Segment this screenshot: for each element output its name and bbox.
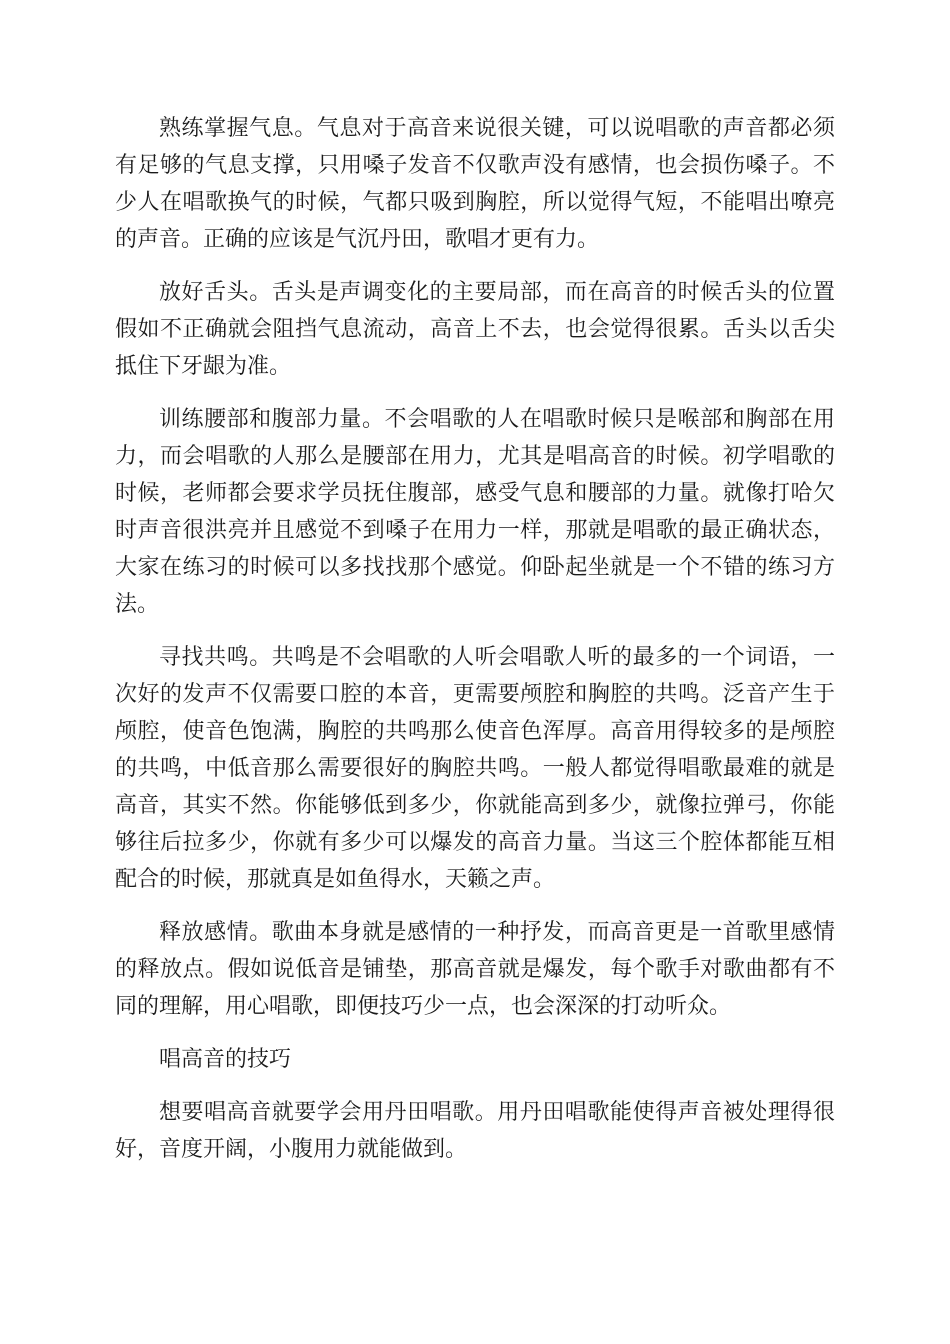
document-body <box>115 110 835 1184</box>
paragraph-release-emotion: 释放感情。歌曲本身就是感情的一种抒发，而高音更是一首歌里感情的释放点。假如说低音是铺垫，那高音就是爆发，每个歌手对歌曲都有不同的理解，用心唱歌，即便技巧少一点，也会深深的打动听众。 <box>115 920 835 1019</box>
paragraph-dantian-singing: 想要唱高音就要学会用丹田唱歌。用丹田唱歌能使得声音被处理得很好，音度开阔，小腹用力就能做到。 <box>115 1100 835 1162</box>
paragraph-breath-control: 熟练掌握气息。气息对于高音来说很关键，可以说唱歌的声音都必须有足够的气息支撑，只用嗓子发音不仅歌声没有感情，也会损伤嗓子。不少人在唱歌换气的时候，气都只吸到胸腔，所以觉得气短，不能唱出嘹亮的声音。正确的应该是气沉丹田，歌唱才更有力。 <box>115 116 835 252</box>
paragraph-tongue-position: 放好舌头。舌头是声调变化的主要局部，而在高音的时候舌头的位置假如不正确就会阻挡气息流动，高音上不去，也会觉得很累。舌头以舌尖抵住下牙龈为准。 <box>115 280 835 379</box>
paragraph-resonance: 寻找共鸣。共鸣是不会唱歌的人听会唱歌人听的最多的一个词语，一次好的发声不仅需要口腔的本音，更需要颅腔和胸腔的共鸣。泛音产生于颅腔，使音色饱满，胸腔的共鸣那么使音色浑厚。高音用得较多的是颅腔的共鸣，中低音那么需要很好的胸腔共鸣。一般人都觉得唱歌最难的就是高音，其实不然。你能够低到多少，你就能高到多少，就像拉弹弓，你能够往后拉多少，你就有多少可以爆发的高音力量。当这三个腔体都能互相配合的时候，那就真是如鱼得水，天籁之声。 <box>115 645 835 892</box>
paragraph-waist-abdomen-strength: 训练腰部和腹部力量。不会唱歌的人在唱歌时候只是喉部和胸部在用力，而会唱歌的人那么是腰部在用力，尤其是唱高音的时候。初学唱歌的时候，老师都会要求学员抚住腹部，感受气息和腰部的力量。就像打哈欠时声音很洪亮并且感觉不到嗓子在用力一样，那就是唱歌的最正确状态，大家在练习的时候可以多找找那个感觉。仰卧起坐就是一个不错的练习方法。 <box>115 407 835 617</box>
section-heading-high-note-tips: 唱高音的技巧 <box>159 1047 292 1072</box>
